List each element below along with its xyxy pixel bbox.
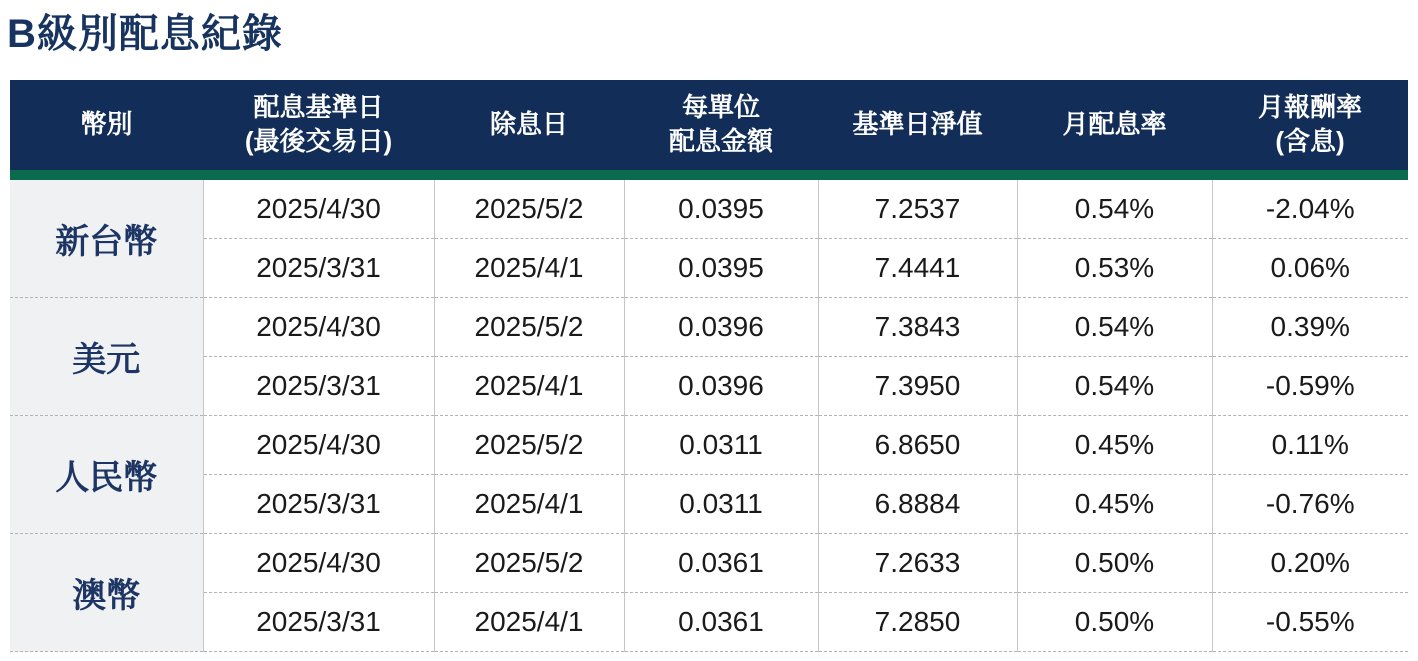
table-row [10,239,1408,298]
monthly-return-cell: -0.76% [1212,475,1408,534]
column-header-line: 月報酬率 [1257,92,1362,123]
monthly-dividend-rate-cell: 0.50% [1017,534,1212,593]
column-header-nav-on-record-date [818,80,1017,170]
column-header-monthly-dividend-rate [1017,80,1212,170]
column-header-dividend-per-unit [624,80,818,170]
table-header-row [10,80,1408,170]
column-header-line: 每單位 [681,92,760,123]
dividend-per-unit-cell: 0.0396 [624,298,818,357]
column-header-line: 除息日 [489,109,568,140]
nav-cell: 7.2537 [818,180,1017,239]
currency-cell: 新台幣 [10,180,203,298]
table-row [10,534,1408,593]
nav-cell: 6.8884 [818,475,1017,534]
currency-cell: 人民幣 [10,416,203,534]
nav-cell: 7.3843 [818,298,1017,357]
nav-cell: 7.2633 [818,534,1017,593]
ex-dividend-date-cell: 2025/4/1 [434,593,624,652]
table-body [10,180,1408,652]
currency-cell: 美元 [10,298,203,416]
monthly-dividend-rate-cell: 0.45% [1017,475,1212,534]
table-row [10,593,1408,652]
ex-dividend-date-cell: 2025/4/1 [434,239,624,298]
dividend-per-unit-cell: 0.0395 [624,180,818,239]
base-date-cell: 2025/3/31 [203,593,434,652]
nav-cell: 6.8650 [818,416,1017,475]
ex-dividend-date-cell: 2025/4/1 [434,475,624,534]
column-header-line: 幣別 [80,109,133,140]
monthly-return-cell: 0.20% [1212,534,1408,593]
column-header-ex-dividend-date [434,80,624,170]
column-header-line: 配息基準日 [253,92,384,123]
base-date-cell: 2025/4/30 [203,416,434,475]
column-header-monthly-return [1212,80,1408,170]
monthly-dividend-rate-cell: 0.54% [1017,180,1212,239]
nav-cell: 7.2850 [818,593,1017,652]
monthly-return-cell: 0.06% [1212,239,1408,298]
table-row [10,298,1408,357]
column-header-line: 基準日淨值 [852,109,983,140]
column-header-record-date [203,80,434,170]
green-accent-bar [10,170,1408,180]
dividend-table-body-table [10,180,1408,652]
ex-dividend-date-cell: 2025/4/1 [434,357,624,416]
monthly-dividend-rate-cell: 0.54% [1017,298,1212,357]
dividend-record-table [10,80,1408,652]
monthly-dividend-rate-cell: 0.45% [1017,416,1212,475]
ex-dividend-date-cell: 2025/5/2 [434,534,624,593]
table-row [10,180,1408,239]
column-header-line: (含息) [1275,126,1345,156]
nav-cell: 7.3950 [818,357,1017,416]
monthly-return-cell: -0.55% [1212,593,1408,652]
base-date-cell: 2025/3/31 [203,239,434,298]
table-row [10,357,1408,416]
dividend-per-unit-cell: 0.0311 [624,475,818,534]
monthly-return-cell: 0.11% [1212,416,1408,475]
monthly-dividend-rate-cell: 0.53% [1017,239,1212,298]
dividend-per-unit-cell: 0.0395 [624,239,818,298]
dividend-per-unit-cell: 0.0311 [624,416,818,475]
page-title: B級別配息紀錄 [7,12,283,56]
base-date-cell: 2025/3/31 [203,475,434,534]
base-date-cell: 2025/3/31 [203,357,434,416]
currency-cell: 澳幣 [10,534,203,652]
base-date-cell: 2025/4/30 [203,180,434,239]
monthly-return-cell: 0.39% [1212,298,1408,357]
ex-dividend-date-cell: 2025/5/2 [434,416,624,475]
column-header-line: 配息金額 [668,126,773,156]
dividend-per-unit-cell: 0.0361 [624,593,818,652]
nav-cell: 7.4441 [818,239,1017,298]
column-header-line: 月配息率 [1062,109,1167,140]
monthly-return-cell: -2.04% [1212,180,1408,239]
base-date-cell: 2025/4/30 [203,534,434,593]
dividend-per-unit-cell: 0.0361 [624,534,818,593]
ex-dividend-date-cell: 2025/5/2 [434,298,624,357]
monthly-return-cell: -0.59% [1212,357,1408,416]
monthly-dividend-rate-cell: 0.50% [1017,593,1212,652]
table-row [10,475,1408,534]
table-row [10,416,1408,475]
column-header-line: (最後交易日) [244,126,393,156]
column-header-currency [10,80,203,170]
base-date-cell: 2025/4/30 [203,298,434,357]
ex-dividend-date-cell: 2025/5/2 [434,180,624,239]
dividend-per-unit-cell: 0.0396 [624,357,818,416]
monthly-dividend-rate-cell: 0.54% [1017,357,1212,416]
